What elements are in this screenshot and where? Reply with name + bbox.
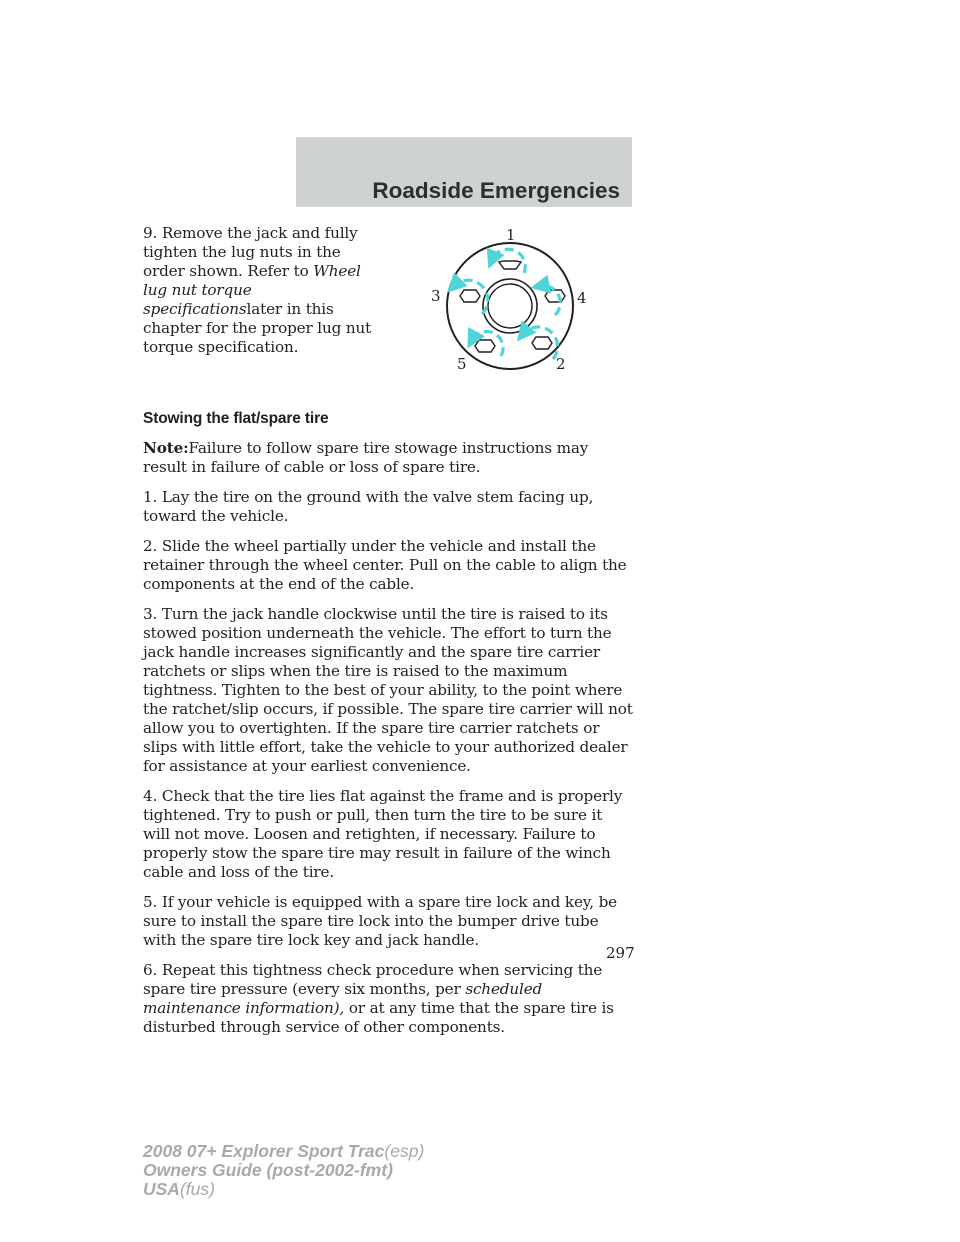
wheel-hub-inner bbox=[488, 284, 532, 328]
footer-line-1 bbox=[143, 1142, 424, 1161]
lug-nut-2 bbox=[532, 337, 552, 349]
step-3: 3. Turn the jack handle clockwise until the tire is raised to its stowed position underneath the vehicle. The effort to turn the jack handle increases significantly and the spare tire carrier ratchets or slips when the tire is raised to the maximum tightness. Tighten to the best of your ability, to the point where the ratchet/slip occurs, if possible. The spare tire carrier will not allow you to overtighten. If the spare tire carrier ratchets or slips with little effort, take the vehicle to your authorized dealer for assistance at your earliest convenience. bbox=[143, 605, 633, 775]
step-4: 4. Check that the tire lies flat against the frame and is properly tightened. Try to push or pull, then turn the tire to be sure it will not move. Loosen and retighten, if necessary. Failure to properly stow the spare tire may result in failure of the winch cable and loss of the tire. bbox=[143, 787, 623, 881]
label-3: 3 bbox=[431, 287, 441, 305]
label-2: 2 bbox=[556, 355, 566, 373]
label-1: 1 bbox=[506, 226, 516, 244]
stowing-heading: Stowing the flat/spare tire bbox=[143, 410, 329, 427]
step-2: 2. Slide the wheel partially under the vehicle and install the retainer through the wheel center. Pull on the cable to align the components at the end of the cable. bbox=[143, 537, 627, 593]
document-footer bbox=[143, 1142, 424, 1199]
section-header-band bbox=[296, 137, 632, 207]
footer-model-code: (esp) bbox=[384, 1141, 425, 1161]
step-1: 1. Lay the tire on the ground with the valve stem facing up, toward the vehicle. bbox=[143, 488, 594, 525]
wheel-hub-outer bbox=[483, 279, 537, 333]
stowing-section bbox=[143, 409, 633, 1048]
step-9-text-end: later in this chapter for the proper lug nut torque specification. bbox=[143, 300, 372, 356]
page-number: 297 bbox=[606, 944, 635, 962]
footer-line-2 bbox=[143, 1161, 424, 1180]
note-text: Failure to follow spare tire stowage instructions may result in failure of cable or loss of spare tire. bbox=[143, 439, 589, 476]
step-6-text: 6. Repeat this tightness check procedure when servicing the spare tire pressure (every six months, per bbox=[143, 961, 603, 998]
note-label: Note: bbox=[143, 439, 189, 457]
lug-nut-5 bbox=[475, 340, 495, 352]
step-9-text: 9. Remove the jack and fully tighten the lug nuts in the order shown. Refer to bbox=[143, 224, 358, 280]
lug-nut-4 bbox=[545, 290, 565, 302]
note-paragraph bbox=[143, 439, 633, 477]
step-5: 5. If your vehicle is equipped with a spare tire lock and key, be sure to install the spare tire lock into the bumper drive tube with the spare tire lock key and jack handle. bbox=[143, 893, 617, 949]
lug-nut-3 bbox=[460, 290, 480, 302]
footer-line-3 bbox=[143, 1180, 424, 1199]
footer-model: 2008 07+ Explorer Sport Trac bbox=[143, 1141, 385, 1161]
torque-spec-reference: Wheel lug nut torque specifications bbox=[143, 262, 361, 318]
step-6-text-end: or at any time that the spare tire is disturbed through service of other components. bbox=[143, 999, 614, 1036]
label-5: 5 bbox=[457, 355, 467, 373]
step-6 bbox=[143, 961, 633, 1037]
footer-guide: Owners Guide (post-2002-fmt) bbox=[143, 1160, 393, 1180]
wheel-rim bbox=[447, 243, 573, 369]
step-9-paragraph bbox=[143, 224, 383, 357]
lug-nut-1 bbox=[499, 261, 521, 269]
footer-market: USA bbox=[143, 1179, 180, 1199]
section-title: Roadside Emergencies bbox=[372, 178, 620, 203]
label-4: 4 bbox=[577, 289, 587, 307]
lug-nut-tightening-order-diagram bbox=[424, 226, 594, 384]
maintenance-reference: scheduled maintenance information), bbox=[143, 980, 543, 1017]
footer-market-code: (fus) bbox=[179, 1179, 215, 1199]
